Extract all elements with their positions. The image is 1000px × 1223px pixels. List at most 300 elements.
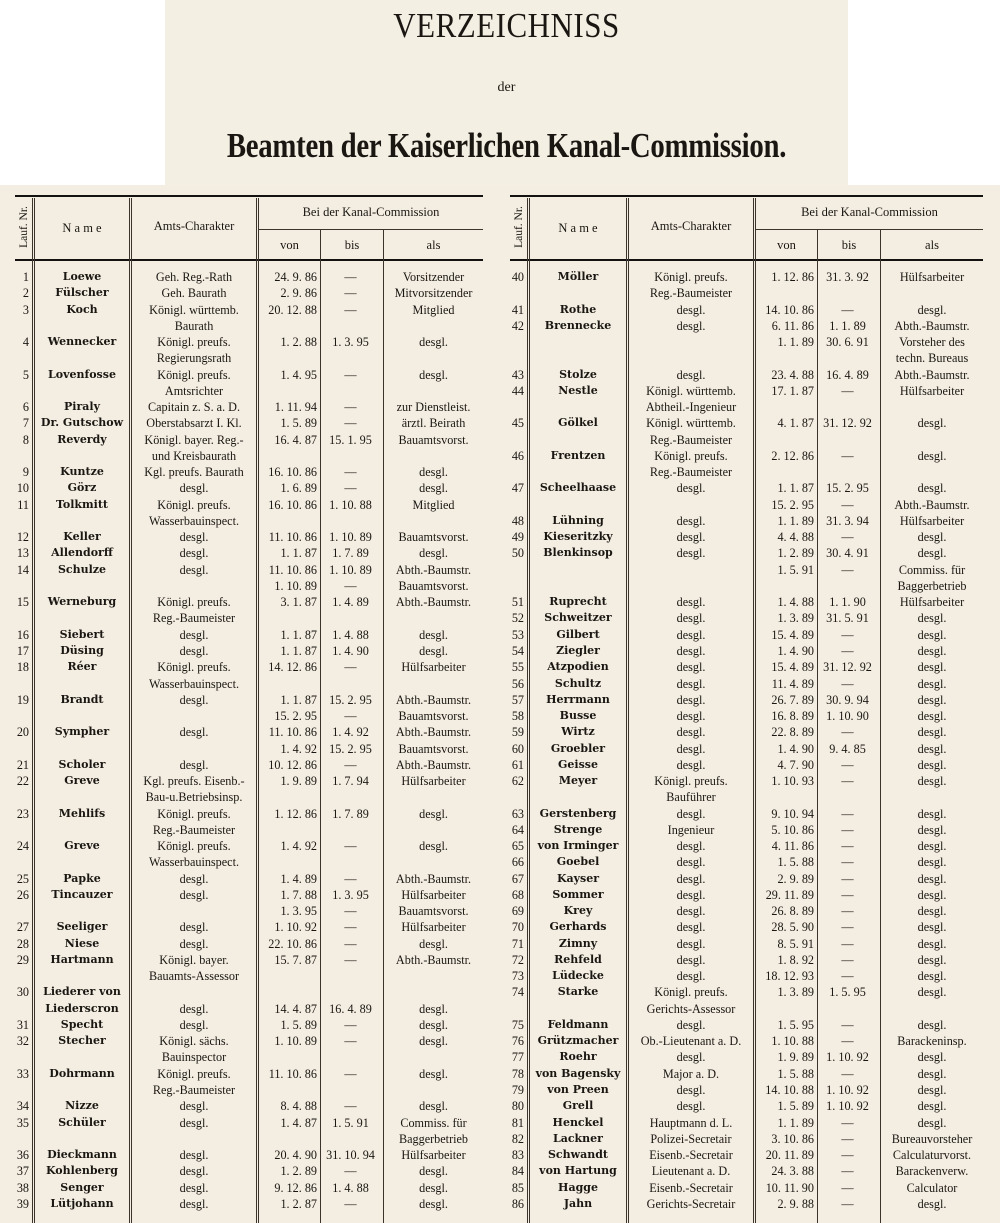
header-bottom-rule — [510, 259, 983, 261]
cell-als: Abth.-Baumstr. — [395, 757, 472, 772]
table-row — [15, 529, 483, 545]
cell-nr: 23 — [16, 806, 29, 821]
cell-als — [881, 399, 983, 415]
table-row — [510, 1066, 983, 1082]
table-row-continuation — [15, 822, 483, 838]
cell-von: 1. 3. 89 — [777, 985, 814, 1000]
cell-von: 8. 5. 91 — [777, 936, 814, 951]
header-amts-charakter: Amts-Charakter — [650, 219, 732, 233]
cell-name: Hartmann — [50, 952, 114, 966]
table-row — [510, 627, 983, 643]
cell-als: desgl. — [917, 839, 947, 854]
cell-bis: 31. 5. 91 — [826, 611, 869, 626]
cell-von: 20. 4. 90 — [274, 1148, 317, 1163]
cell-nr — [15, 789, 29, 805]
cell-amts: desgl. — [676, 530, 706, 545]
cell-nr: 57 — [511, 692, 524, 707]
cell-bis: 30. 4. 91 — [826, 546, 869, 561]
cell-von: 1. 5. 91 — [777, 562, 814, 577]
cell-als: Hülfsarbeiter — [899, 270, 965, 284]
cell-amts — [132, 741, 256, 757]
cell-als: desgl. — [419, 1001, 448, 1016]
cell-von: 1. 5. 89 — [777, 1099, 814, 1114]
cell-bis: 30. 6. 91 — [826, 335, 869, 350]
cell-nr: 44 — [511, 383, 524, 398]
table-row — [510, 676, 983, 692]
cell-bis — [321, 448, 380, 464]
cell-als: desgl. — [419, 367, 448, 382]
cell-von: 2. 9. 88 — [777, 1196, 814, 1211]
cell-bis: — — [841, 1164, 854, 1179]
cell-name: Brennecke — [544, 318, 612, 332]
cell-nr — [15, 513, 29, 529]
cell-bis: 15. 2. 95 — [826, 481, 869, 496]
cell-bis: — — [841, 822, 854, 837]
cell-amts: desgl. — [676, 595, 706, 610]
cell-nr: 54 — [511, 643, 524, 658]
cell-als — [384, 350, 483, 366]
cell-nr: 62 — [511, 774, 524, 789]
cell-name: Kohlenberg — [45, 1164, 118, 1178]
cell-name: Lackner — [553, 1131, 603, 1145]
cell-amts: desgl. — [676, 757, 706, 772]
cell-als: Baggerbetrieb — [398, 1131, 469, 1146]
cell-von — [259, 448, 317, 464]
cell-von: 14. 12. 86 — [268, 660, 317, 675]
cell-nr — [510, 334, 524, 350]
cell-name: Kieseritzky — [543, 530, 613, 544]
cell-bis: 1. 7. 94 — [332, 774, 369, 789]
cell-nr — [15, 676, 29, 692]
cell-name: Scholer — [58, 757, 106, 771]
cell-bis — [818, 1001, 877, 1017]
table-row — [15, 724, 483, 740]
cell-als: desgl. — [419, 1066, 448, 1081]
cell-name: Dohrmann — [49, 1066, 115, 1080]
cell-bis — [321, 968, 380, 984]
header-von: von — [777, 238, 796, 252]
cell-von: 1. 10. 88 — [771, 1034, 814, 1049]
cell-bis: — — [344, 270, 357, 284]
cell-name: Lühning — [552, 513, 604, 527]
cell-name — [35, 610, 129, 626]
cell-amts: Königl. preufs. — [157, 660, 231, 675]
cell-amts: desgl. — [179, 1164, 209, 1179]
cell-von: 16. 10. 86 — [268, 465, 317, 480]
cell-als: desgl. — [917, 1099, 947, 1114]
table-row — [15, 367, 483, 383]
cell-von: 1. 12. 86 — [274, 806, 317, 821]
cell-name: Strenge — [553, 822, 603, 836]
cell-als: Vorsteher des — [899, 335, 965, 350]
cell-bis: — — [344, 465, 357, 480]
cell-amts: desgl. — [676, 1050, 706, 1065]
cell-name: Kuntze — [60, 465, 104, 479]
cell-amts — [629, 562, 753, 578]
table-row — [510, 1082, 983, 1098]
cell-nr — [15, 1082, 29, 1098]
cell-von: 1. 10. 92 — [274, 920, 317, 935]
cell-von — [756, 578, 814, 594]
cell-bis: — — [841, 530, 854, 545]
cell-nr: 70 — [511, 920, 524, 935]
cell-name — [35, 448, 129, 464]
cell-von: 4. 4. 88 — [777, 530, 814, 545]
cell-von — [259, 822, 317, 838]
cell-nr: 64 — [511, 822, 524, 837]
cell-von: 1. 1. 89 — [777, 335, 814, 350]
cell-bis: — — [841, 952, 854, 967]
cell-nr: 53 — [511, 627, 524, 642]
cell-amts — [132, 984, 256, 1000]
cell-amts: desgl. — [179, 643, 209, 658]
cell-von: 1. 5. 88 — [777, 1066, 814, 1081]
table-row-continuation — [15, 741, 483, 757]
cell-bis: — — [841, 887, 854, 902]
cell-nr: 45 — [511, 416, 524, 431]
cell-nr: 69 — [511, 904, 524, 919]
cell-nr — [15, 741, 29, 757]
cell-als — [384, 854, 483, 870]
cell-von: 11. 10. 86 — [268, 530, 317, 545]
cell-bis — [321, 676, 380, 692]
cell-name: Lütjohann — [50, 1196, 114, 1210]
table-row — [15, 285, 483, 301]
cell-von — [259, 350, 317, 366]
cell-als: Bureauvorsteher — [891, 1131, 973, 1146]
cell-als: desgl. — [917, 448, 947, 463]
cell-als: desgl. — [419, 627, 448, 642]
cell-von: 16. 8. 89 — [771, 709, 814, 724]
cell-bis: — — [841, 302, 854, 317]
cell-amts: desgl. — [676, 936, 706, 951]
cell-von: 1. 4. 90 — [777, 741, 814, 756]
cell-name: Kayser — [556, 871, 600, 885]
cell-name: Senger — [60, 1180, 104, 1194]
cell-name: Liederer von — [43, 985, 121, 999]
cell-name: Stolze — [559, 367, 597, 381]
table-row — [510, 318, 983, 334]
cell-nr: 80 — [511, 1099, 524, 1114]
cell-name: Schweitzer — [544, 611, 612, 625]
cell-als: desgl. — [917, 302, 947, 317]
cell-von: 3. 1. 87 — [280, 595, 317, 610]
cell-nr — [15, 610, 29, 626]
table-row — [510, 854, 983, 870]
table-row — [15, 269, 483, 285]
cell-name: Hagge — [558, 1180, 598, 1194]
cell-amts: desgl. — [676, 367, 706, 382]
cell-nr — [510, 350, 524, 366]
table-row-continuation — [510, 399, 983, 415]
cell-name: Henckel — [552, 1115, 604, 1129]
cell-als — [384, 448, 483, 464]
cell-nr: 7 — [22, 416, 29, 431]
cell-nr: 31 — [16, 1017, 29, 1032]
cell-amts: Königl. preufs. — [157, 335, 231, 350]
cell-nr — [510, 497, 524, 513]
cell-von: 14. 4. 87 — [274, 1001, 317, 1016]
cell-name: Schüler — [58, 1115, 106, 1129]
cell-als: Abth.-Baumstr. — [395, 595, 472, 610]
cell-bis: — — [344, 400, 357, 415]
cell-bis: 30. 9. 94 — [826, 692, 869, 707]
cell-name — [530, 334, 626, 350]
cell-bis: 31. 10. 94 — [326, 1148, 375, 1163]
cell-name — [35, 1082, 129, 1098]
cell-als — [881, 1001, 983, 1017]
cell-bis: — — [344, 1099, 357, 1114]
cell-name: Busse — [559, 709, 597, 723]
cell-nr — [15, 383, 29, 399]
cell-als: Barackeninsp. — [897, 1034, 967, 1049]
cell-amts: Königl. württemb. — [646, 416, 736, 431]
cell-nr — [15, 854, 29, 870]
cell-bis: — — [841, 1148, 854, 1163]
cell-name — [35, 383, 129, 399]
cell-bis — [321, 1131, 380, 1147]
cell-als: Mitglied — [412, 497, 455, 512]
cell-nr: 15 — [16, 595, 29, 610]
table-row — [510, 1131, 983, 1147]
cell-amts: Ob.-Lieutenant a. D. — [640, 1034, 742, 1049]
cell-als: techn. Bureaus — [895, 351, 969, 366]
table-row — [15, 871, 483, 887]
cell-als: desgl. — [419, 481, 448, 496]
cell-name — [530, 497, 626, 513]
cell-nr — [510, 1001, 524, 1017]
table-row — [15, 1163, 483, 1179]
table-row-continuation — [15, 318, 483, 334]
cell-bis: 1. 10. 89 — [329, 562, 372, 577]
cell-als: Bauamtsvorst. — [398, 432, 469, 447]
cell-bis: — — [841, 676, 854, 691]
cell-name: Scheelhaase — [539, 481, 617, 495]
cell-bis — [321, 383, 380, 399]
cell-von: 1. 3. 95 — [280, 904, 317, 919]
cell-von: 1. 9. 89 — [280, 774, 317, 789]
cell-amts: desgl. — [179, 546, 209, 561]
cell-amts: Königl. preufs. — [654, 985, 728, 1000]
cell-amts: Ingenieur — [667, 822, 715, 837]
cell-name: Loewe — [62, 270, 102, 283]
cell-von: 26. 8. 89 — [771, 904, 814, 919]
table-row — [510, 1017, 983, 1033]
cell-nr: 58 — [511, 709, 524, 724]
cell-von: 10. 12. 86 — [268, 757, 317, 772]
cell-name — [35, 708, 129, 724]
cell-bis: — — [841, 1196, 854, 1211]
cell-nr: 43 — [511, 367, 524, 382]
register-table-right — [510, 195, 983, 1223]
table-row-continuation — [15, 350, 483, 366]
cell-von: 1. 11. 94 — [274, 400, 317, 415]
cell-als: Bauamtsvorst. — [398, 741, 469, 756]
cell-als: desgl. — [917, 627, 947, 642]
cell-als: Baggerbetrieb — [897, 578, 967, 593]
table-row — [15, 936, 483, 952]
table-row — [15, 887, 483, 903]
cell-amts: desgl. — [676, 611, 706, 626]
cell-von: 15. 2. 95 — [274, 709, 317, 724]
cell-bis: — — [344, 936, 357, 951]
cell-amts: Capitain z. S. a. D. — [147, 400, 241, 415]
cell-von: 18. 12. 93 — [765, 969, 814, 984]
cell-als: desgl. — [917, 530, 947, 545]
cell-als: Hülfsarbeiter — [401, 887, 466, 902]
cell-von — [756, 350, 814, 366]
cell-als: desgl. — [917, 774, 947, 789]
cell-bis: — — [841, 562, 854, 577]
cell-als: desgl. — [419, 546, 448, 561]
cell-von — [259, 513, 317, 529]
cell-nr: 42 — [511, 318, 524, 333]
cell-als: desgl. — [917, 871, 947, 886]
cell-name: Rothe — [559, 302, 597, 316]
cell-von — [756, 789, 814, 805]
header-name: N a m e — [558, 221, 598, 235]
cell-von — [259, 1131, 317, 1147]
table-row — [510, 415, 983, 431]
cell-bis: — — [841, 448, 854, 463]
table-row — [510, 643, 983, 659]
cell-von: 26. 7. 89 — [771, 692, 814, 707]
cell-bis: 9. 4. 85 — [829, 741, 866, 756]
cell-name: Papke — [63, 871, 101, 885]
table-row-continuation — [510, 1001, 983, 1017]
cell-name: Greve — [64, 839, 100, 853]
cell-bis: 1. 4. 88 — [332, 627, 369, 642]
cell-amts: desgl. — [676, 513, 706, 528]
table-row — [510, 269, 983, 285]
table-top-rule — [510, 195, 983, 197]
cell-bis: — — [841, 627, 854, 642]
cell-von: 24. 3. 88 — [771, 1164, 814, 1179]
cell-name: Ziegler — [556, 643, 600, 657]
table-row — [15, 806, 483, 822]
table-row — [510, 302, 983, 318]
cell-von: 28. 5. 90 — [771, 920, 814, 935]
table-row — [510, 545, 983, 561]
cell-bis: — — [344, 302, 357, 317]
cell-als: desgl. — [917, 481, 947, 496]
table-row — [510, 757, 983, 773]
cell-name: Frentzen — [550, 448, 606, 462]
cell-nr: 33 — [16, 1066, 29, 1081]
cell-amts: Königl. bayer. Reg.- — [144, 432, 244, 447]
cell-nr — [15, 318, 29, 334]
cell-als: Vorsitzender — [402, 270, 465, 284]
cell-bis: — — [344, 367, 357, 382]
cell-von: 1. 4. 95 — [280, 367, 317, 382]
cell-als: Commiss. für — [400, 1115, 467, 1130]
cell-amts: Wasserbauinspect. — [148, 855, 240, 870]
cell-amts: Gerichts-Assessor — [646, 1001, 736, 1016]
cell-als: Bauamtsvorst. — [398, 578, 469, 593]
header-als: als — [426, 238, 441, 252]
cell-name: Gilbert — [556, 627, 600, 641]
cell-bis: — — [841, 1017, 854, 1032]
cell-von: 9. 12. 86 — [274, 1180, 317, 1195]
cell-bis: — — [344, 286, 357, 301]
cell-amts: desgl. — [676, 1083, 706, 1097]
cell-amts: Königl. württemb. — [149, 302, 239, 317]
cell-bis: 1. 10. 89 — [329, 530, 372, 545]
cell-bis: — — [841, 757, 854, 772]
cell-als: desgl. — [917, 855, 947, 870]
cell-amts: Eisenb.-Secretair — [649, 1180, 733, 1195]
cell-als — [384, 984, 483, 1000]
cell-amts: desgl. — [676, 481, 706, 496]
cell-bis: — — [841, 1034, 854, 1049]
cell-bis: 1. 5. 95 — [829, 985, 866, 1000]
cell-als: desgl. — [917, 546, 947, 561]
cell-bis — [321, 318, 380, 334]
cell-nr: 41 — [511, 302, 524, 317]
header-kanal-commission: Bei der Kanal-Commission — [801, 205, 938, 219]
cell-bis — [818, 789, 877, 805]
cell-name: Wennecker — [47, 335, 117, 349]
cell-von — [259, 676, 317, 692]
cell-name: Lovenfosse — [48, 367, 116, 381]
cell-name: Dr. Gutschow — [40, 416, 124, 430]
cell-bis: 1. 10. 88 — [329, 497, 372, 512]
cell-nr: 2 — [22, 286, 29, 301]
cell-amts: Königl. preufs. — [157, 1066, 231, 1081]
header-kanal-commission: Bei der Kanal-Commission — [302, 205, 440, 219]
table-row — [510, 838, 983, 854]
cell-name: Wirtz — [561, 725, 595, 739]
cell-nr: 86 — [511, 1196, 524, 1211]
cell-nr — [510, 562, 524, 578]
cell-amts: desgl. — [676, 887, 706, 902]
cell-bis: — — [841, 1180, 854, 1195]
cell-amts: desgl. — [676, 920, 706, 935]
cell-bis: 1. 7. 89 — [332, 546, 369, 561]
table-row — [15, 659, 483, 675]
cell-von: 1. 4. 87 — [280, 1115, 317, 1130]
cell-amts: Königl. preufs. — [654, 270, 728, 284]
table-row — [15, 773, 483, 789]
cell-als: desgl. — [419, 1017, 448, 1032]
cell-name: Gölkel — [558, 416, 598, 430]
cell-amts: Kgl. preufs. Eisenb.- — [143, 774, 245, 789]
cell-name: Herrmann — [546, 692, 610, 706]
cell-name: Geisse — [558, 757, 598, 771]
cell-von: 14. 10. 86 — [765, 302, 814, 317]
table-row-continuation — [15, 968, 483, 984]
cell-als: desgl. — [419, 1034, 448, 1049]
cell-name: Réer — [67, 660, 97, 674]
cell-bis — [321, 789, 380, 805]
cell-name: Krey — [563, 904, 593, 918]
table-row — [510, 968, 983, 984]
cell-name: Schulze — [57, 562, 107, 576]
cell-nr: 52 — [511, 611, 524, 626]
cell-von: 1. 10. 89 — [274, 1034, 317, 1049]
cell-name: Mehlifs — [58, 806, 106, 820]
table-row-continuation — [15, 854, 483, 870]
cell-amts: desgl. — [179, 920, 209, 935]
table-row — [510, 610, 983, 626]
cell-amts: Bauführer — [666, 790, 716, 805]
cell-nr: 51 — [511, 595, 524, 610]
cell-von: 11. 10. 86 — [268, 725, 317, 740]
cell-von: 1. 4. 92 — [280, 741, 317, 756]
cell-nr: 65 — [511, 839, 524, 854]
table-row — [15, 480, 483, 496]
cell-amts: desgl. — [676, 871, 706, 886]
